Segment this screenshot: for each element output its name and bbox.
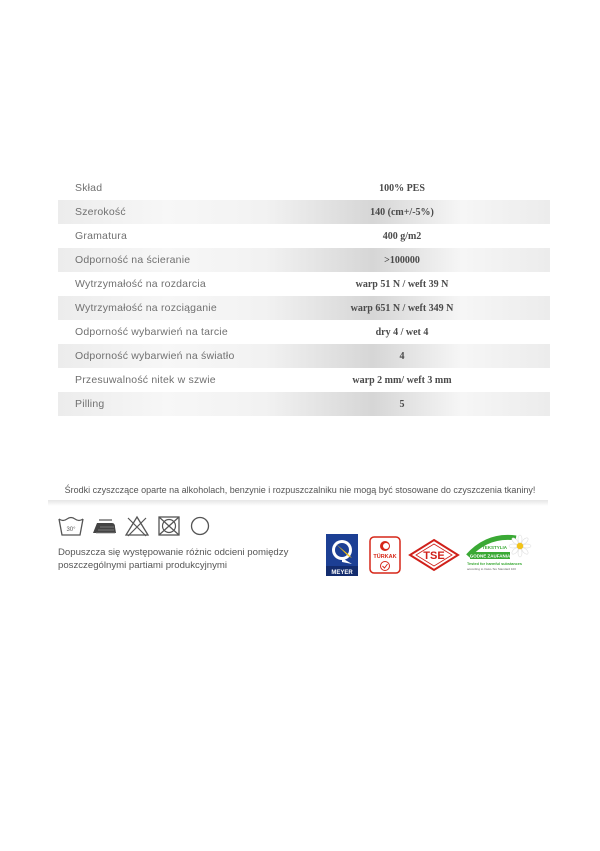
spec-row: [58, 272, 550, 296]
spec-row: [58, 200, 550, 224]
turkak-text: TÜRKAK: [373, 554, 397, 560]
spec-label: Odporność wybarwień na tarcie: [75, 326, 228, 338]
spec-value: >100000: [384, 254, 420, 266]
spec-row: [58, 320, 550, 344]
meyer-text: MEYER: [331, 570, 353, 576]
wash-temp-label: 30°: [66, 527, 76, 533]
divider: [48, 500, 548, 506]
shade-note-line1: Dopuszcza się występowanie różnic odcieni pomiędzy: [58, 547, 289, 558]
spec-row: [58, 392, 550, 416]
tse-text: TSE: [423, 550, 445, 562]
oeko-line4: according to Oeko-Tex Standard 100: [467, 567, 516, 571]
spec-label: Odporność wybarwień na światło: [75, 350, 235, 362]
spec-table: [58, 176, 550, 416]
spec-label: Wytrzymałość na rozciąganie: [75, 302, 217, 314]
spec-value: dry 4 / wet 4: [375, 326, 429, 338]
spec-value: 140 (cm+/-5%): [370, 206, 434, 218]
shade-note-line2: poszczególnymi partiami produkcyjnymi: [58, 560, 228, 571]
oeko-line1: TEKSTYLIA: [482, 545, 508, 550]
spec-label: Skład: [75, 182, 103, 194]
spec-row: [58, 224, 550, 248]
spec-value: 5: [399, 398, 405, 410]
spec-label: Pilling: [75, 398, 105, 410]
spec-label: Szerokość: [75, 206, 126, 218]
spec-row: [58, 296, 550, 320]
spec-value: 400 g/m2: [382, 230, 422, 242]
spec-value: warp 2 mm/ weft 3 mm: [352, 374, 452, 386]
tse-logo: [408, 538, 460, 572]
oeko-tex-logo: [464, 532, 538, 576]
spec-value: warp 651 N / weft 349 N: [350, 302, 454, 314]
spec-label: Przesuwalność nitek w szwie: [75, 374, 216, 386]
turkak-logo: [369, 536, 401, 574]
spec-label: Gramatura: [75, 230, 127, 242]
meyer-logo: [326, 534, 358, 576]
spec-row: [58, 344, 550, 368]
spec-row: [58, 248, 550, 272]
spec-label: Odporność na ścieranie: [75, 254, 191, 266]
spec-row: [58, 176, 550, 200]
spec-value: warp 51 N / weft 39 N: [355, 278, 449, 290]
oeko-line3: Tested for harmful substances: [467, 562, 522, 566]
spec-value: 100% PES: [379, 182, 425, 194]
certification-badges: [0, 530, 600, 580]
spec-row: [58, 368, 550, 392]
oeko-line2: GODNE ZAUFANIA: [469, 553, 511, 559]
cleaning-warning: Środki czyszczące oparte na alkoholach, benzynie i rozpuszczalniku nie mogą być stosowane do czyszczenia tkaniny!: [64, 485, 536, 495]
spec-value: 4: [399, 350, 405, 362]
spec-label: Wytrzymałość na rozdarcia: [75, 278, 206, 290]
